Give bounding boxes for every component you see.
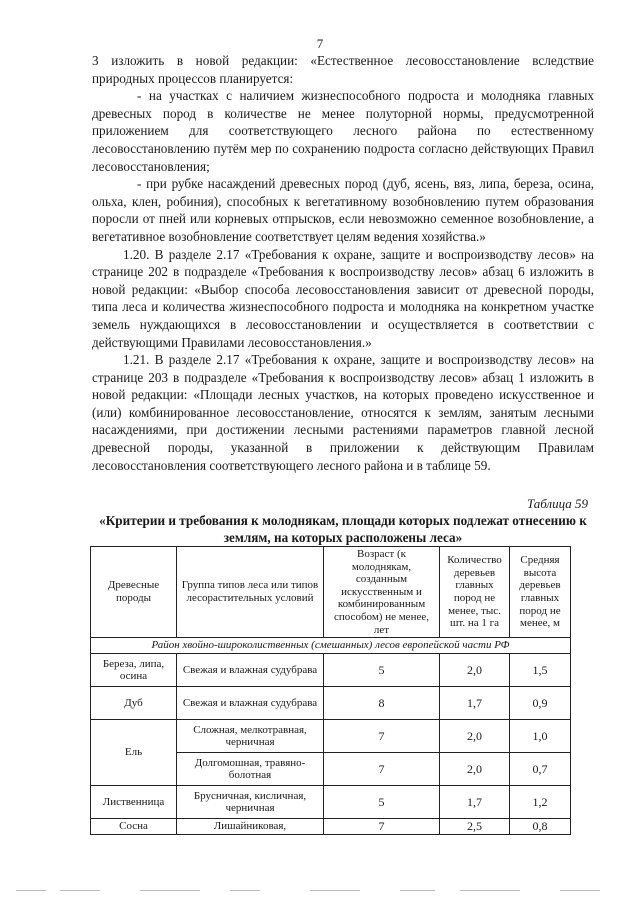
paragraph: 3 изложить в новой редакции: «Естественное лесовосстановление вследствие природных процессов планируется: (92, 53, 594, 86)
species-cell: Дуб (91, 687, 177, 720)
scan-mark (310, 890, 360, 891)
page-number: 7 (316, 36, 324, 51)
criteria-table (90, 546, 571, 835)
count-cell: 2,0 (440, 720, 510, 753)
age-cell: 5 (324, 786, 440, 819)
scan-mark (16, 890, 46, 891)
age-cell: 7 (324, 819, 440, 835)
group-cell: Брусничная, кисличная, черничная (177, 786, 324, 819)
species-cell: Сосна (91, 819, 177, 835)
scan-mark (560, 890, 600, 891)
column-header: Средняя высота деревьев главных пород не менее, м (510, 547, 571, 638)
group-cell: Свежая и влажная судубрава (177, 687, 324, 720)
table-row (91, 687, 571, 720)
height-cell: 1,2 (510, 786, 571, 819)
age-cell: 7 (324, 753, 440, 786)
count-cell: 2,0 (440, 753, 510, 786)
group-cell: Лишайниковая, (177, 819, 324, 835)
table-title: «Критерии и требования к молоднякам, площади которых подлежат отнесению к землям, на которых расположены леса» (99, 513, 587, 545)
scan-mark (230, 890, 260, 891)
group-cell: Сложная, мелкотравная, черничная (177, 720, 324, 753)
species-cell: Береза, липа, осина (91, 654, 177, 687)
table-label: Таблица 59 (526, 496, 588, 511)
column-header: Группа типов леса или типов лесорастительных условий (177, 547, 324, 638)
column-header: Количество деревьев главных пород не менее, тыс. шт. на 1 га (440, 547, 510, 638)
paragraph: - на участках с наличием жизнеспособного подроста и молодняка главных древесных пород в количестве не менее полуторной нормы, предусмотренной приложением для соответствующего лесного района по естественному лесовосстановлению путём мер по сохранению подроста согласно действующих Правил лесовосстановления; (92, 88, 594, 174)
age-cell: 8 (324, 687, 440, 720)
scan-mark (400, 890, 435, 891)
species-cell: Ель (91, 720, 177, 786)
scan-mark (460, 890, 520, 891)
document-body (92, 52, 594, 474)
height-cell: 0,7 (510, 753, 571, 786)
paragraph: 1.20. В разделе 2.17 «Требования к охране, защите и воспроизводству лесов» на странице 202 в подразделе «Требования к воспроизводству лесов» абзац 6 изложить в новой редакции: «Выбор способа лесовосстановления зависит от древесной породы, типа леса и количества жизнеспособного подроста и молодняка на конкретном участке земель нуждающихся в лесовосстановлении и осуществляется в соответствии с действующими Правилами лесовосстановления.» (92, 246, 594, 350)
height-cell: 1,5 (510, 654, 571, 687)
column-header: Древесные породы (91, 547, 177, 638)
scan-mark (140, 890, 200, 891)
height-cell: 0,9 (510, 687, 571, 720)
group-cell: Свежая и влажная судубрава (177, 654, 324, 687)
scan-mark (60, 890, 100, 891)
scan-edge-marks (0, 890, 640, 892)
region-row (91, 638, 571, 654)
age-cell: 5 (324, 654, 440, 687)
age-cell: 7 (324, 720, 440, 753)
group-cell: Долгомошная, травяно-болотная (177, 753, 324, 786)
species-cell: Лиственница (91, 786, 177, 819)
paragraph: 1.21. В разделе 2.17 «Требования к охране, защите и воспроизводству лесов» на странице 203 в подразделе «Требования к воспроизводству лесов» абзац 1 изложить в новой редакции: «Площади лесных участков, на которых проведено искусственное и (или) комбинированное лесовосстановление, относятся к землям, занятым лесными насаждениями, при достижении лесными растениями параметров главной лесной древесной породы, указанной в приложении к действующим Правилам лесовосстановления соответствующего лесного района и в таблице 59. (92, 352, 594, 473)
table-row (91, 720, 571, 753)
count-cell: 2,0 (440, 654, 510, 687)
count-cell: 1,7 (440, 786, 510, 819)
table-row (91, 654, 571, 687)
table-header-row (91, 547, 571, 638)
table-row (91, 786, 571, 819)
region-cell: Район хвойно-широколиственных (смешанных) лесов европейской части РФ (91, 638, 571, 654)
column-header: Возраст (к молоднякам, созданным искусственным и комбинированным способом) не менее, лет (324, 547, 440, 638)
table-row (91, 819, 571, 835)
count-cell: 2,5 (440, 819, 510, 835)
height-cell: 1,0 (510, 720, 571, 753)
count-cell: 1,7 (440, 687, 510, 720)
height-cell: 0,8 (510, 819, 571, 835)
paragraph: - при рубке насаждений древесных пород (дуб, ясень, вяз, липа, береза, осина, ольха, клен, робиния), способных к вегетативному возобновлению путем образования поросли от пней или корневых отпрысков, если невозможно семенное возобновление, а вегетативное возобновление соответствует целям ведения хозяйства.» (92, 176, 594, 244)
